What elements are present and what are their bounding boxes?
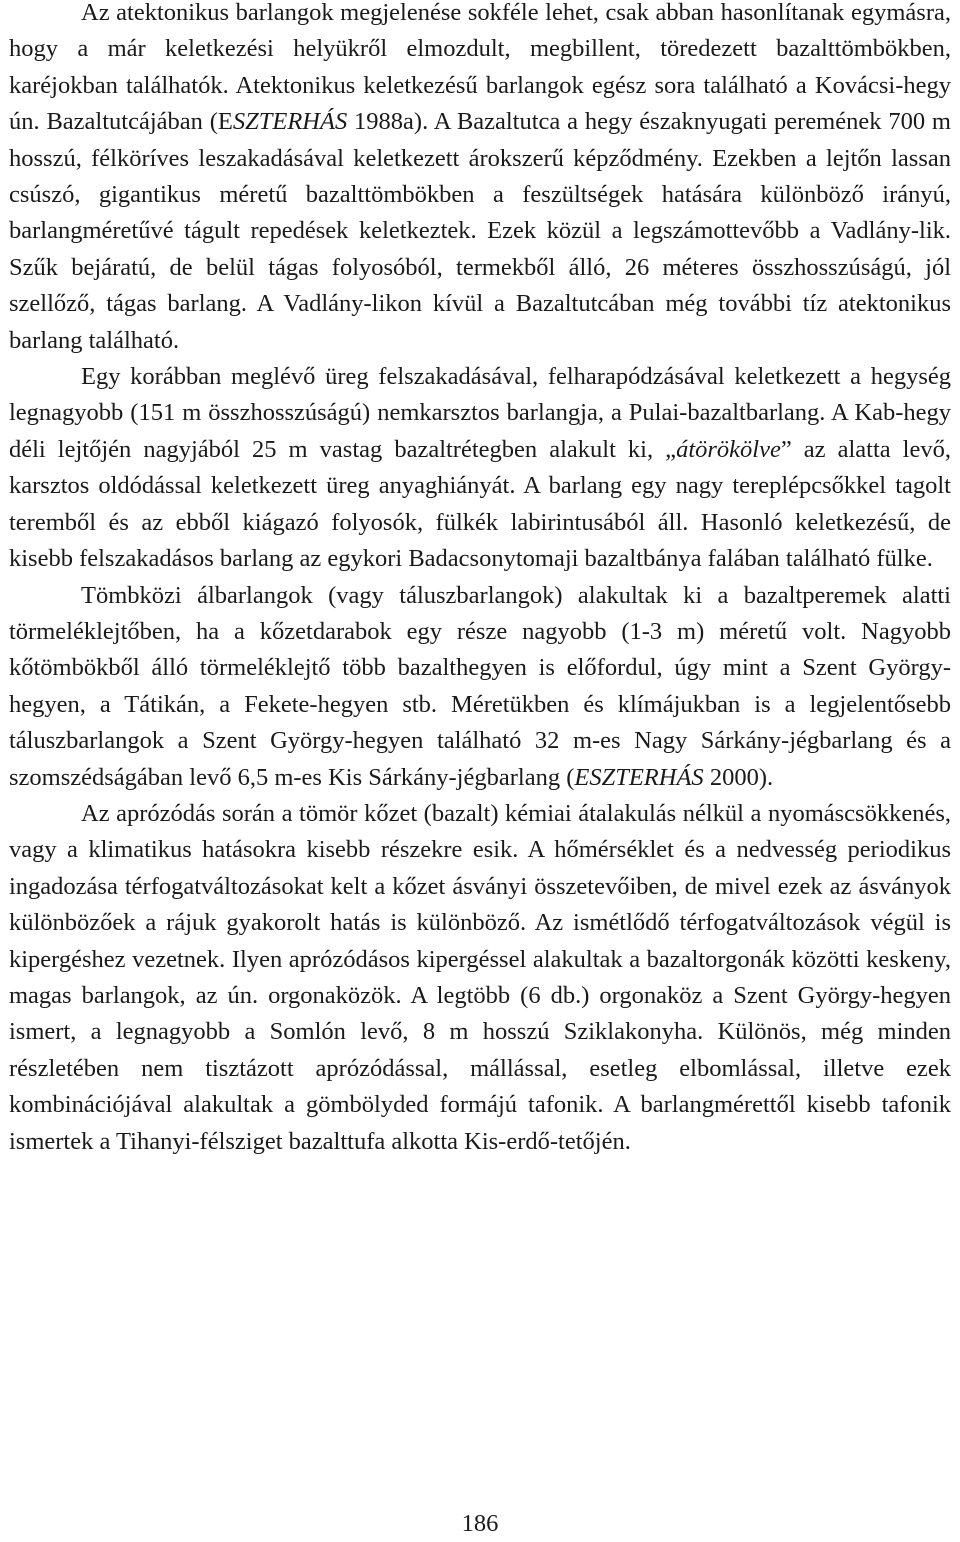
text-segment: Tömbközi álbarlangok (vagy táluszbarlangok) alakultak ki a bazaltperemek alatti törmeléklejtőben, ha a kőzetdarabok egy része nagyobb (1-3 m) méretű volt. Nagyobb kőtömbökből álló törmeléklejtő több bazalthegyen is előfordul, úgy mint a Szent György-hegyen, a Tátikán, a Fekete-hegyen stb. Méretükben és klímájukban is a legjelentősebb táluszbarlangok a Szent György-hegyen található 32 m-es Nagy Sárkány-jégbarlang és a szomszédságában levő 6,5 m-es Kis Sárkány-jégbarlang ( [9,581,951,791]
italic-text-segment: SZTERHÁS [232,108,348,136]
document-page [9,0,951,1160]
text-segment: Az atektonikus barlangok megjelenése sokféle lehet, csak abban hasonlítanak egymásra, hogy a már keletkezési helyükről elmozdult, megbillent, töredezett bazalttömbökben, karéjokban találhatók. Atektonikus keletkezésű barlangok egész sora található a Kovácsi-hegy ún. Bazaltutcájában (E [9,0,951,136]
page-number: 186 [461,1510,499,1537]
italic-text-segment: ESZTERHÁS [574,763,704,791]
paragraph-pulai-bazaltbarlang [9,359,951,577]
text-segment: Az aprózódás során a tömör kőzet (bazalt) kémiai átalakulás nélkül a nyomáscsökkenés, vagy a klimatikus hatásokra kisebb részekre esik. A hőmérséklet és a nedvesség periodikus ingadozása térfogatváltozásokat kelt a kőzet ásványi összetevőiben, de mivel ezek az ásványok különbözőek a rájuk gyakorolt hatás is különböző. Az ismétlődő térfogatváltozások végül is kipergéshez vezetnek. Ilyen aprózódásos kipergéssel alakultak a bazaltorgonák közötti keskeny, magas barlangok, az ún. orgonaközök. A legtöbb (6 db.) orgonaköz a Szent György-hegyen ismert, a legnagyobb a Somlón levő, 8 m hosszú Sziklakonyha. Különös, még minden részletében nem tisztázott aprózódással, mállással, esetleg elbomlással, illetve ezek kombinációjával alakultak a gömbölyded formájú tafonik. A barlangmérettől kisebb tafonik ismertek a Tihanyi-félsziget bazalttufa alkotta Kis-erdő-tetőjén. [9,799,951,1155]
paragraph-aprozodas [9,796,951,1160]
italic-text-segment: átörökölve [676,435,781,463]
paragraph-atektonikus-barlangok [9,0,951,359]
text-segment: Egy korábban meglévő üreg felszakadásával, felharapódzásával keletkezett a hegység legnagyobb (151 m összhosszúságú) nemkarsztos barlangja, a Pulai-bazaltbarlang. A Kab-hegy déli lejtőjén nagyjából 25 m vastag bazaltrétegben alakult ki, „ [9,363,951,463]
text-segment: 1988a). A Bazaltutca a hegy északnyugati peremének 700 m hosszú, félköríves leszakadásával keletkezett árokszerű képződmény. Ezekben a lejtőn lassan csúszó, gigantikus méretű bazalttömbökben a feszültségek hatására különböző irányú, barlangméretűvé tágult repedések keletkeztek. Ezek közül a legszámottevőbb a Vadlány-lik. Szűk bejáratú, de belül tágas folyosóból, termekből álló, 26 méteres összhosszúságú, jól szellőző, tágas barlang. A Vadlány-likon kívül a Bazaltutcában még további tíz atektonikus barlang található. [9,108,951,354]
text-segment: 2000). [703,763,774,791]
paragraph-tombkozi-albarlangok [9,578,951,796]
text-segment: ” az alatta levő, karsztos oldódással keletkezett üreg anyaghiányát. A barlang egy nagy tereplépcsőkkel tagolt teremből és az ebből kiágazó folyosók, fülkék labirintusából áll. Hasonló keletkezésű, de kisebb felszakadásos barlang az egykori Badacsonytomaji bazaltbánya falában található fülke. [9,435,951,573]
